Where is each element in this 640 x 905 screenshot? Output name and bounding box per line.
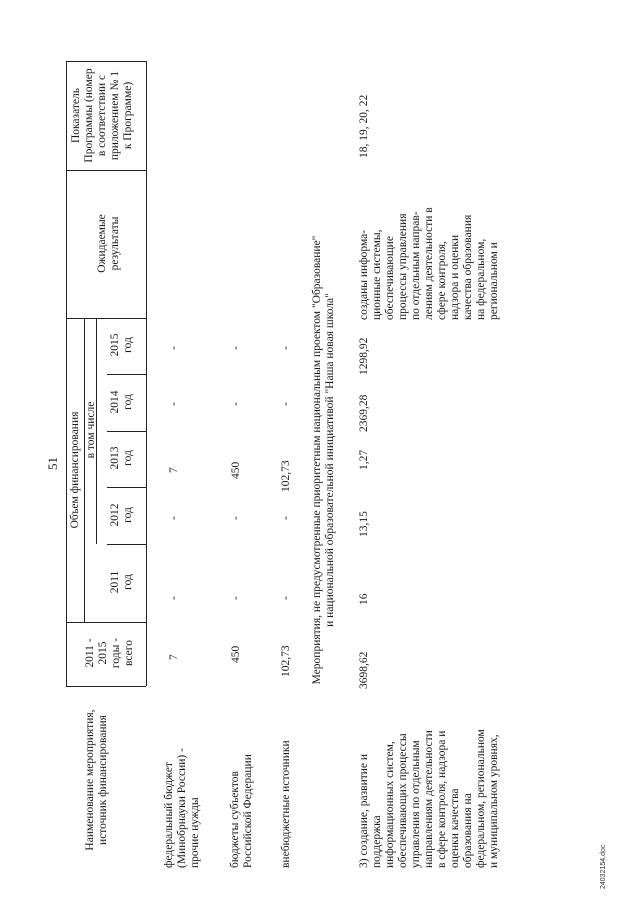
name-header: Наименование мероприятия, источник финансирования xyxy=(84,709,109,851)
year-2013-header: 2013 год xyxy=(109,446,134,470)
results-header: Ожидаемые результаты xyxy=(96,214,121,273)
section-title: Мероприятия, не предусмотренные приоритетным национальным проектом "Образование" и национальной образовательной инициативой "Наша новая школа" xyxy=(311,235,336,685)
row-name: бюджеты субъектов Российской Федерации xyxy=(229,754,254,868)
row-value: - xyxy=(168,346,180,350)
item3-value: 2369,28 xyxy=(358,394,370,432)
row-value: - xyxy=(280,596,292,600)
item3-value: 13,15 xyxy=(358,511,370,537)
row-value: - xyxy=(280,402,292,406)
year-2015-header: 2015 год xyxy=(109,333,134,357)
year-2011-header: 2011 год xyxy=(109,570,134,594)
item3-results: созданы информа- ционные системы, обеспечивающие процессы управления по отдельным направ- лениям деятельности в сфере контроля, надзора и оценки качества образования на федеральном, региональном и xyxy=(358,207,500,320)
item3-value: 1,27 xyxy=(358,449,370,470)
row-value: - xyxy=(168,516,180,520)
item3-total: 3698,62 xyxy=(358,651,370,689)
row-value: - xyxy=(168,402,180,406)
year-2014-header: 2014 год xyxy=(109,390,134,414)
row-value: 102,73 xyxy=(280,460,292,492)
incl-header: в том числе xyxy=(85,401,97,459)
total-header: 2011 - 2015 годы - всего xyxy=(84,637,135,669)
footer-code: 24032154.doc xyxy=(600,844,607,889)
table-line xyxy=(66,686,146,687)
row-total: 7 xyxy=(168,654,180,660)
item3-value: 16 xyxy=(358,593,370,605)
table-line xyxy=(66,61,67,686)
row-value: - xyxy=(230,516,242,520)
year-2012-header: 2012 год xyxy=(109,503,134,527)
table-line xyxy=(146,61,147,686)
row-total: 102,73 xyxy=(280,645,292,677)
item3-value: 1298,92 xyxy=(358,337,370,375)
row-value: 450 xyxy=(230,461,242,479)
row-value: - xyxy=(230,596,242,600)
page-number: 51 xyxy=(45,457,60,470)
item3-name: 3) создание, развитие и поддержка информационных систем, обеспечивающих процессы управления по отдельным направлениям деятельности в сфере контроля, надзора и оценки качества образования на федеральном, региональном и муниципальном уровнях, xyxy=(358,729,500,868)
row-value: - xyxy=(230,346,242,350)
item3-indicator: 18, 19, 20, 22 xyxy=(358,94,370,158)
indicator-header: Показатель Программы (номер в соответствии с приложением № 1 к Программе) xyxy=(70,68,134,163)
row-name: федеральный бюджет (Минобрнауки России) - прочие нужды xyxy=(163,748,201,868)
row-total: 450 xyxy=(230,645,242,663)
row-value: - xyxy=(230,402,242,406)
row-name: внебюджетные источники xyxy=(280,740,292,868)
row-value: 7 xyxy=(168,467,180,473)
funding-header: Объем финансирования xyxy=(69,411,81,529)
table-line xyxy=(66,61,146,62)
row-value: - xyxy=(168,596,180,600)
row-value: - xyxy=(280,516,292,520)
row-value: - xyxy=(280,346,292,350)
